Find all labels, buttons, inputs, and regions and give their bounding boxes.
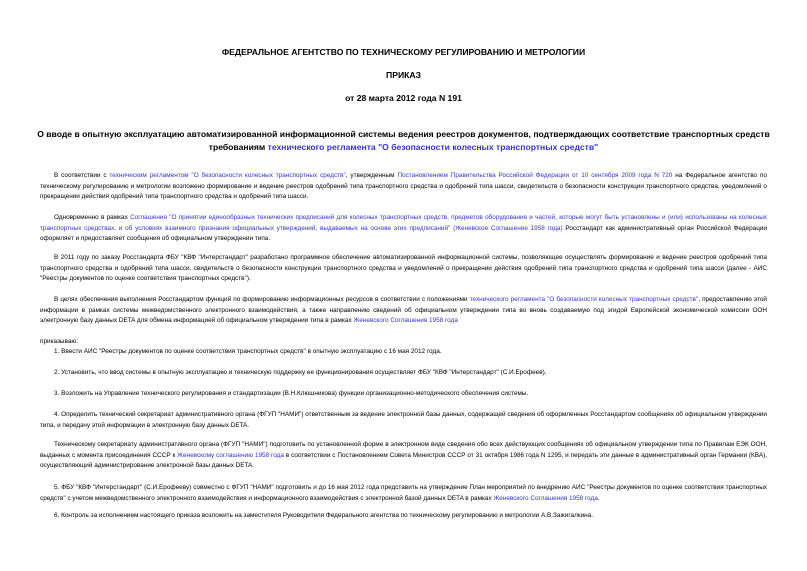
item4b-text-1: Техническому секретариату административного органа (ФГУП "НАМИ") подготовить по установленной форме в электронном виде сведения обо всех действующих сообщениях об официальном утверждении типа по Правилам ЕЭК ООН, выданных с момента присоединения СССР к [40, 441, 767, 459]
order-item-6: 6. Контроль за исполнением настоящего приказа возложить на заместителя Руководителя Федерального агентства по техническому регулированию и метрологии А.В.Зажигалкина. [54, 512, 594, 519]
item5-geneva-agreement-link[interactable]: Женевского Соглашения 1958 года [493, 494, 598, 502]
p1-text-2: , утвержденным [345, 172, 398, 179]
p2-text-2: Росстандарт как административный орган Российской Федерации оформляет и предоставляет сообщения об официальном утверждении типа. [40, 224, 767, 243]
p4-regulation-link[interactable]: технического регламента "О безопасности колесных транспортных средств" [469, 296, 699, 303]
document-date-number: от 28 марта 2012 года N 191 [345, 93, 462, 103]
paragraph-3: В 2011 году по заказу Росстандарта ФБУ "КВФ "Интерстандарт" разработано программное обеспечение автоматизированной информационной системы, позволяющее осуществлять формирование и ведение реестров одобрений типа транспортного средства и одобрений типа шасси, свидетельств о безопасности конструкции транспортного средства и уведомлений о прекращении действия одобрений типа транспортного средства и одобрений типа шасси (далее - АИС "Реестры документов по оценке соответствия транспортных средств"). [40, 254, 767, 283]
title-regulation-link[interactable]: технического регламента "О безопасности колесных транспортных средств" [267, 142, 599, 152]
item5-text-1: 5. ФБУ "КВФ "Интерстандарт" (С.И.Ерофееву) совместно с ФГУП "НАМИ" подготовить и до 16 мая 2012 года представить на утверждение План мероприятий по внедрению АИС "Реестры документов по оценке соответствия транспортных средств" с учетом межведомственного электронного взаимодействия и информационного взаимодействия с электронной базой данных DETA в рамках [40, 484, 767, 502]
item4b-geneva-agreement-link[interactable]: Женевскому соглашению 1958 года [177, 451, 284, 459]
document-type: ПРИКАЗ [386, 70, 421, 80]
order-word: приказываю: [40, 338, 78, 345]
p2-geneva-agreement-link[interactable]: Соглашения "О принятии единообразных технических предписаний для колесных транспортных средств, предметов оборудования и частей, которые могут быть установлены и (или) использованы на колесных транспортных средствах, и об условиях взаимного признания официальных утверждений, выдаваемых на основе этих предписаний" (Женевское Соглашение 1958 года) [40, 214, 767, 232]
order-item-2: 2. Установить, что ввод системы в опытную эксплуатацию и техническую поддержку ее функционирования осуществляет ФБУ "КВФ "Интерстандарт" (С.И.Ерофеев). [54, 369, 547, 376]
order-item-1: 1. Ввести АИС "Реестры документов по оценке соответствия транспортных средств" в опытную эксплуатацию с 16 мая 2012 года. [54, 348, 442, 355]
p1-text-1: В соответствии с [54, 172, 110, 179]
paragraph-4 [40, 295, 767, 327]
p1-government-decree-link[interactable]: Постановлением Правительства Российской Федерации от 10 сентября 2009 года N 720 [397, 172, 673, 179]
p1-text-3: на Федеральное агентство по техническому регулированию и метрологии возложено формирование и ведение реестров одобрений типа транспортного средства и одобрений типа шасси, свидетельств о безопасности конструкции транспортного средства, уведомлений о прекращении действия одобрений типа транспортного средства и одобрений типа шасси. [40, 172, 767, 201]
order-item-4-secretariat [40, 440, 767, 472]
paragraph-1 [40, 171, 767, 203]
order-item-4: 4. Определить технический секретариат административного органа (ФГУП "НАМИ") ответственным за ведение электронной базы данных, содержащей сведения об оформленных Росстандартом сообщениях об официальном утверждении типа, и передачу этой информации в электронную базу данных DETA. [40, 411, 767, 429]
document-title [20, 128, 787, 154]
p4-geneva-agreement-link[interactable]: Женевского Соглашения 1958 года [353, 317, 458, 325]
agency-name: ФЕДЕРАЛЬНОЕ АГЕНТСТВО ПО ТЕХНИЧЕСКОМУ РЕГУЛИРОВАНИЮ И МЕТРОЛОГИИ [221, 47, 586, 57]
order-item-3: 3. Возложить на Управление технического регулирования и стандартизации (В.Н.Клюшникова) функции организационно-методического обеспечения системы. [54, 390, 529, 397]
item5-text-2: . [597, 494, 600, 502]
title-text: О вводе в опытную эксплуатацию автоматизированной информационной системы ведения реестров документов, подтверждающих соответствие транспортных средств требованиям [37, 129, 770, 152]
item4b-text-2: в соответствии с Постановлением Совета Министров СССР от 31 октября 1986 года N 1295, и передать эти данные в административный орган Германии (КВА), осуществляющий администрирование электронной базы данных DETA. [40, 451, 767, 470]
p4-text-1: В целях обеспечения выполнения Росстандартом функций по формированию информационных ресурсов в соответствии с положениями [54, 296, 470, 303]
p2-text-1: Одновременно в рамках [54, 214, 131, 221]
paragraph-2 [40, 213, 767, 245]
order-item-5 [40, 483, 767, 504]
p4-text-2: , предоставлению этой информации в рамках системы межведомственного электронного взаимодействия, а также направлению сведений об официальном утверждении типа во вновь создаваемую под эгидой Европейской экономической комиссии ООН электронную базу данных DETA для обмена информацией об официальном утверждении типа в рамках [40, 296, 767, 325]
p1-regulation-link[interactable]: техническим регламентом "О безопасности колесных транспортных средств" [109, 172, 346, 179]
